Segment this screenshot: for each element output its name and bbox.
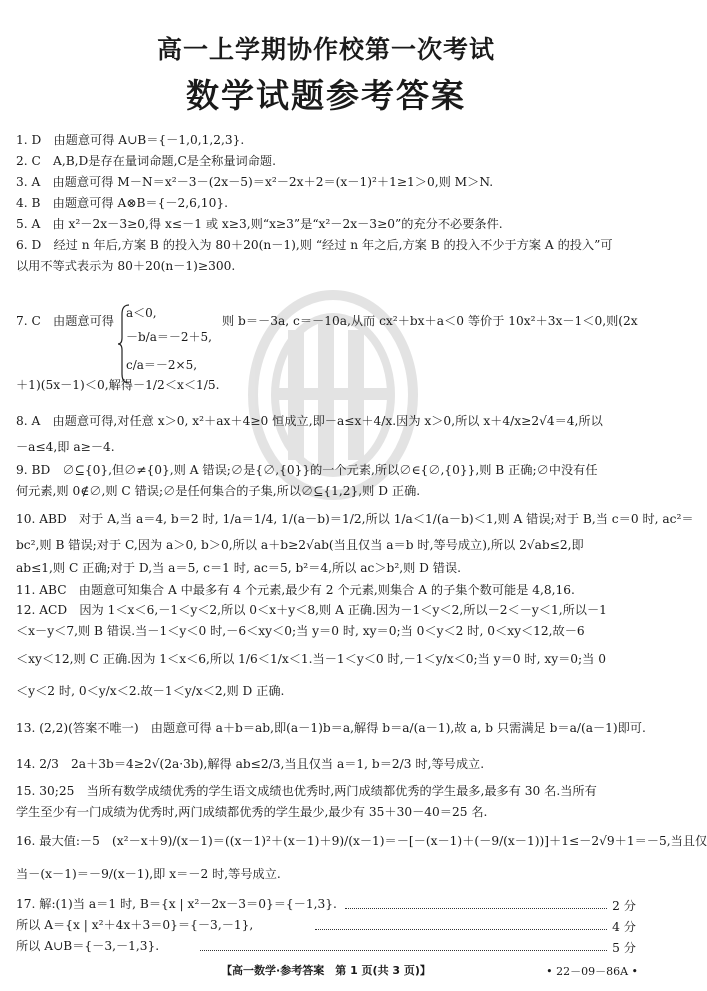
score-leader: [345, 907, 607, 909]
answer-7-prefix: 7. C 由题意可得: [16, 314, 114, 328]
answer-12-line4: ＜y＜2 时, 0＜y/x＜2.故－1＜y/x＜2,则 D 正确.: [16, 684, 285, 698]
answer-8-line2: －a≤4,即 a≥－4.: [16, 440, 115, 454]
answer-15-line1: 15. 30;25 当所有数学成绩优秀的学生语文成绩也优秀时,两门成绩都优秀的学生最多,最多有 30 名.当所有: [16, 784, 597, 798]
answer-1: 1. D 由题意可得 A∪B＝{－1,0,1,2,3}.: [16, 133, 245, 147]
answer-9-line1: 9. BD ∅⊆{0},但∅≠{0},则 A 错误;∅是{∅,{0}}的一个元素,所以∅∈{∅,{0}},则 B 正确;∅中没有任: [16, 463, 598, 477]
footer-code: • 22－09－86A •: [546, 965, 638, 978]
score-1: 2 分: [612, 899, 636, 913]
system-line-3: c/a＝－2×5,: [126, 358, 198, 372]
answer-9-line2: 何元素,则 0∉∅,则 C 错误;∅是任何集合的子集,所以∅⊆{1,2},则 D 正确.: [16, 484, 421, 498]
score-leader: [315, 928, 607, 930]
answer-16-line1: 16. 最大值:－5 (x²－x＋9)/(x－1)＝((x－1)²＋(x－1)＋9)/(x－1)＝－[－(x－1)＋(－9/(x－1))]＋1≤－2√9＋1＝－5,当且仅: [16, 834, 707, 848]
page-title: 高一上学期协作校第一次考试: [156, 35, 495, 64]
score-leader: [200, 949, 607, 951]
answer-12-line1: 12. ACD 因为 1＜x＜6,－1＜y＜2,所以 0＜x＋y＜8,则 A 正确.因为－1＜y＜2,所以－2＜－y＜1,所以－1: [16, 603, 607, 617]
answer-17-line1: 17. 解:(1)当 a＝1 时, B＝{x | x²－2x－3＝0}＝{－1,3}.: [16, 897, 337, 911]
system-line-2: －b/a＝－2＋5,: [126, 330, 212, 344]
answer-11: 11. ABC 由题意可知集合 A 中最多有 4 个元素,最少有 2 个元素,则集合 A 的子集个数可能是 4,8,16.: [16, 583, 575, 597]
answer-10-line1: 10. ABD 对于 A,当 a＝4, b＝2 时, 1/a＝1/4, 1/(a－b)＝1/2,所以 1/a＜1/(a－b)＜1,则 A 错误;对于 B,当 c＝0 时, ac²＝: [16, 512, 694, 526]
answer-12-line2: ＜x－y＜7,则 B 错误.当－1＜y＜0 时,－6＜xy＜0;当 y＝0 时, xy＝0;当 0＜y＜2 时, 0＜xy＜12,故－6: [16, 624, 585, 638]
answer-7-main: 则 b＝－3a, c＝－10a,从而 cx²＋bx＋a＜0 等价于 10x²＋3x－1＜0,则(2x: [222, 314, 638, 328]
page-subtitle: 数学试题参考答案: [186, 76, 466, 115]
system-line-1: a＜0,: [126, 306, 157, 320]
answer-14: 14. 2/3 2a＋3b＝4≥2√(2a·3b),解得 ab≤2/3,当且仅当 a＝1, b＝2/3 时,等号成立.: [16, 757, 485, 771]
answer-5: 5. A 由 x²－2x－3≥0,得 x≤－1 或 x≥3,则“x≥3”是“x²－2x－3≥0”的充分不必要条件.: [16, 217, 503, 231]
answer-2: 2. C A,B,D是存在量词命题,C是全称量词命题.: [16, 154, 276, 168]
score-2: 4 分: [612, 920, 636, 934]
answer-17-line3: 所以 A∪B＝{－3,－1,3}.: [16, 939, 160, 953]
answer-15-line2: 学生至少有一门成绩为优秀时,两门成绩都优秀的学生最少,最少有 35＋30－40＝25 名.: [16, 805, 488, 819]
answer-10-line3: ab≤1,则 C 正确;对于 D,当 a＝5, c＝1 时, ac＝5, b²＝4,所以 ac＞b²,则 D 错误.: [16, 561, 462, 575]
answer-6-line2: 以用不等式表示为 80＋20(n－1)≥300.: [16, 259, 236, 273]
score-3: 5 分: [612, 941, 636, 955]
answer-3: 3. A 由题意可得 M－N＝x²－3－(2x－5)＝x²－2x＋2＝(x－1)²＋1≥1＞0,则 M＞N.: [16, 175, 494, 189]
answer-6-line1: 6. D 经过 n 年后,方案 B 的投入为 80＋20(n－1),则 “经过 n 年之后,方案 B 的投入不少于方案 A 的投入”可: [16, 238, 613, 252]
answer-7-line2: ＋1)(5x－1)＜0,解得－1/2＜x＜1/5.: [16, 378, 220, 392]
answer-16-line2: 当－(x－1)＝－9/(x－1),即 x＝－2 时,等号成立.: [16, 867, 281, 881]
answer-12-line3: ＜xy＜12,则 C 正确.因为 1＜x＜6,所以 1/6＜1/x＜1.当－1＜y＜0 时,－1＜y/x＜0;当 y＝0 时, xy＝0;当 0: [16, 652, 606, 666]
answer-10-line2: bc²,则 B 错误;对于 C,因为 a＞0, b＞0,所以 a＋b≥2√ab(当且仅当 a＝b 时,等号成立),所以 2√ab≤2,即: [16, 538, 584, 552]
answer-13: 13. (2,2)(答案不唯一) 由题意可得 a＋b＝ab,即(a－1)b＝a,解得 b＝a/(a－1),故 a, b 只需满足 b＝a/(a－1)即可.: [16, 721, 646, 735]
answer-8-line1: 8. A 由题意可得,对任意 x＞0, x²＋ax＋4≥0 恒成立,即－a≤x＋4/x.因为 x＞0,所以 x＋4/x≥2√4＝4,所以: [16, 414, 603, 428]
answer-4: 4. B 由题意可得 A⊗B＝{－2,6,10}.: [16, 196, 228, 210]
answer-17-line2: 所以 A＝{x | x²＋4x＋3＝0}＝{－3,－1},: [16, 918, 254, 932]
page-footer: 【高一数学·参考答案 第 1 页(共 3 页)】: [221, 964, 431, 977]
